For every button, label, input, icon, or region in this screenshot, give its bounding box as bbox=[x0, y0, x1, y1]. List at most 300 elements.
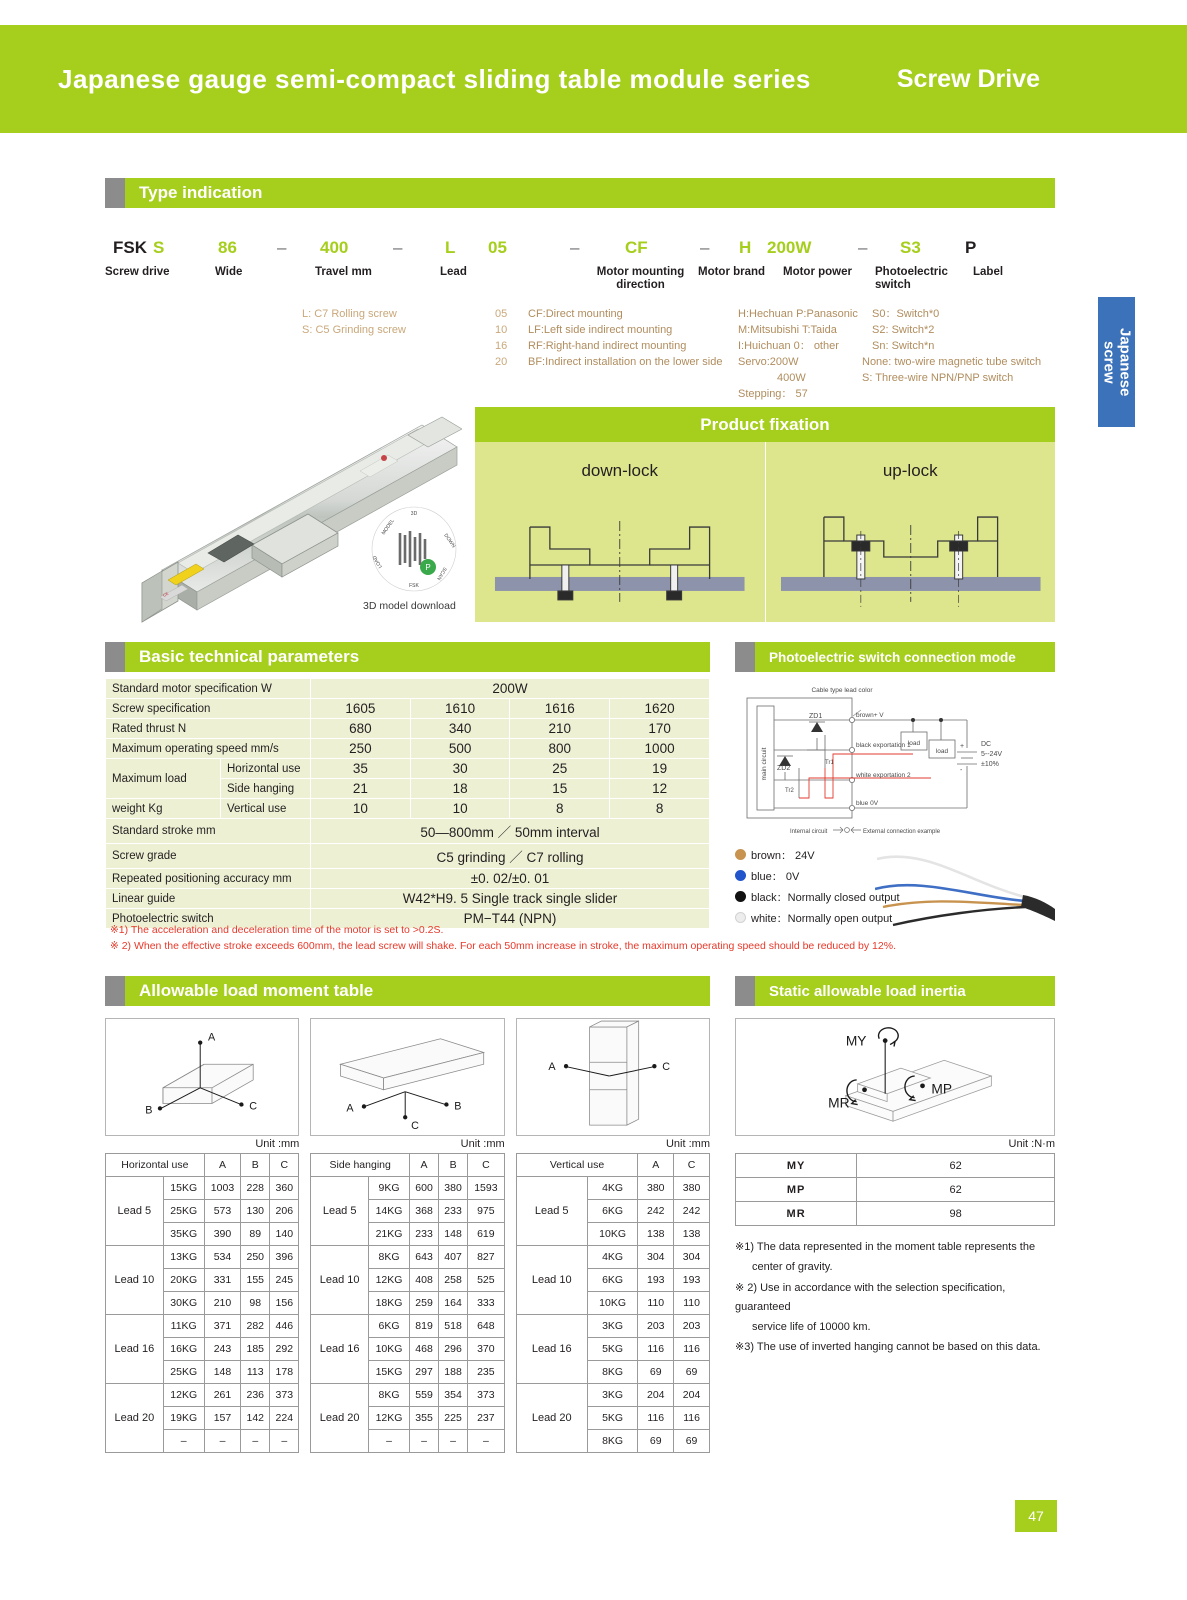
kg: 35KG bbox=[163, 1223, 204, 1246]
desc-brand-h: H:Hechuan P:Panasonic bbox=[738, 308, 858, 320]
cell: 1000 bbox=[610, 739, 710, 759]
inertia-key: MR bbox=[736, 1202, 857, 1226]
table-row bbox=[516, 1177, 709, 1200]
table-row bbox=[311, 1315, 504, 1338]
model-code-labels bbox=[105, 266, 1055, 300]
product-fixation-body bbox=[475, 442, 1055, 622]
kg: 21KG bbox=[369, 1223, 410, 1246]
table-header-row bbox=[516, 1154, 709, 1177]
code-dash-5: – bbox=[858, 238, 868, 257]
svg-text:Internal circuit: Internal circuit bbox=[790, 829, 828, 835]
table-header-row bbox=[106, 1154, 299, 1177]
val-c: 446 bbox=[270, 1315, 299, 1338]
kg: 5KG bbox=[587, 1338, 638, 1361]
col-title: Horizontal use bbox=[106, 1154, 205, 1177]
val-b: 236 bbox=[241, 1384, 270, 1407]
sub-label: Side hanging bbox=[221, 779, 311, 799]
header-tab-marker bbox=[735, 642, 755, 672]
val-c: 242 bbox=[674, 1200, 710, 1223]
val-a: 69 bbox=[638, 1361, 674, 1384]
photoelectric-circuit-diagram bbox=[735, 680, 1055, 840]
type-indication-descriptions bbox=[105, 300, 1055, 400]
val-b: 282 bbox=[241, 1315, 270, 1338]
kg: 12KG bbox=[369, 1269, 410, 1292]
val-a: 69 bbox=[638, 1430, 674, 1453]
row-span-value: W42*H9. 5 Single track single slider bbox=[311, 889, 710, 909]
kg: 16KG bbox=[163, 1338, 204, 1361]
val-c: – bbox=[468, 1430, 505, 1453]
vertical-use-table bbox=[516, 1153, 710, 1453]
val-a: 261 bbox=[204, 1384, 241, 1407]
desc-brand-m: M:Mitsubishi T:Taida bbox=[738, 324, 837, 336]
unit-label-vertical: Unit :mm bbox=[665, 1138, 710, 1150]
table-row bbox=[106, 1246, 299, 1269]
label-wide: Wide bbox=[215, 266, 243, 278]
legend-text: blue： 0V bbox=[751, 870, 800, 883]
static-load-inertia-header bbox=[735, 976, 1055, 1006]
desc-switch-sn: Sn: Switch*n bbox=[872, 340, 935, 352]
lead-group-label: Lead 20 bbox=[311, 1384, 369, 1453]
basic-parameters-section bbox=[105, 642, 710, 929]
desc-lead-value-10: 10 bbox=[495, 324, 508, 336]
lead-group-label: Lead 16 bbox=[516, 1315, 587, 1384]
desc-lead-grinding: S: C5 Grinding screw bbox=[302, 324, 406, 336]
cell: 10 bbox=[410, 799, 510, 819]
code-dash-4: – bbox=[700, 238, 710, 257]
label-motor-power: Motor power bbox=[783, 266, 852, 278]
desc-lead-value-16: 16 bbox=[495, 340, 508, 352]
table-row bbox=[106, 1384, 299, 1407]
svg-text:ZD1: ZD1 bbox=[809, 713, 823, 720]
code-token-s3: S3 bbox=[900, 238, 921, 257]
axis-label-c: C bbox=[661, 1061, 670, 1074]
header-tab-marker bbox=[735, 976, 755, 1006]
val-b: 164 bbox=[439, 1292, 468, 1315]
code-token-400: 400 bbox=[320, 238, 349, 257]
svg-text:load: load bbox=[935, 748, 949, 755]
val-c: 116 bbox=[674, 1338, 710, 1361]
val-c: 396 bbox=[270, 1246, 299, 1269]
svg-text:main circuit: main circuit bbox=[761, 747, 768, 781]
val-c: 333 bbox=[468, 1292, 505, 1315]
header-tab-marker bbox=[105, 178, 125, 208]
up-lock-title: up-lock bbox=[882, 461, 938, 480]
val-a: 468 bbox=[410, 1338, 439, 1361]
cell: 500 bbox=[410, 739, 510, 759]
kg: 6KG bbox=[369, 1315, 410, 1338]
val-c: 69 bbox=[674, 1430, 710, 1453]
max-load-label: Maximum load bbox=[106, 759, 221, 799]
kg: 25KG bbox=[163, 1361, 204, 1384]
cell: 10 bbox=[311, 799, 411, 819]
val-a: 193 bbox=[638, 1269, 674, 1292]
svg-text:Tr2: Tr2 bbox=[785, 788, 794, 794]
svg-text:External connection example: External connection example bbox=[863, 829, 941, 835]
val-c: 237 bbox=[468, 1407, 505, 1430]
code-token-200w: 200W bbox=[767, 238, 812, 257]
cell: 19 bbox=[610, 759, 710, 779]
inertia-value: 62 bbox=[857, 1178, 1055, 1202]
val-c: 69 bbox=[674, 1361, 710, 1384]
cable-photo-illustration bbox=[875, 837, 1055, 932]
row-span-value: PM−T44 (NPN) bbox=[311, 909, 710, 929]
val-c: 245 bbox=[270, 1269, 299, 1292]
val-a: 390 bbox=[204, 1223, 241, 1246]
inertia-notes bbox=[735, 1238, 1055, 1358]
kg: 8KG bbox=[369, 1246, 410, 1269]
kg: 4KG bbox=[587, 1177, 638, 1200]
kg: 15KG bbox=[163, 1177, 204, 1200]
lead-group-label: Lead 16 bbox=[106, 1315, 164, 1384]
kg: – bbox=[369, 1430, 410, 1453]
cell: 340 bbox=[410, 719, 510, 739]
val-c: 224 bbox=[270, 1407, 299, 1430]
val-b: – bbox=[439, 1430, 468, 1453]
label-lead: Lead bbox=[440, 266, 467, 278]
inertia-value: 62 bbox=[857, 1154, 1055, 1178]
fixation-up-lock bbox=[765, 442, 1056, 622]
val-b: 380 bbox=[439, 1177, 468, 1200]
val-c: 380 bbox=[674, 1177, 710, 1200]
kg: 6KG bbox=[587, 1269, 638, 1292]
desc-brand-i: I:Huichuan 0： other bbox=[738, 340, 839, 352]
lead-group-label: Lead 10 bbox=[106, 1246, 164, 1315]
kg: 8KG bbox=[587, 1430, 638, 1453]
cell: 1610 bbox=[410, 699, 510, 719]
val-c: 373 bbox=[270, 1384, 299, 1407]
val-a: 819 bbox=[410, 1315, 439, 1338]
lead-group-label: Lead 5 bbox=[106, 1177, 164, 1246]
legend-text: black：Normally closed output bbox=[751, 891, 900, 904]
kg: 10KG bbox=[587, 1292, 638, 1315]
val-b: 155 bbox=[241, 1269, 270, 1292]
down-lock-title: down-lock bbox=[581, 461, 659, 480]
inertia-label-mr: MR bbox=[828, 1095, 850, 1111]
svg-text:load: load bbox=[907, 740, 921, 747]
page-banner bbox=[0, 25, 1187, 133]
val-c: 975 bbox=[468, 1200, 505, 1223]
col-c: C bbox=[270, 1154, 299, 1177]
header-tab-marker bbox=[105, 642, 125, 672]
val-c: 193 bbox=[674, 1269, 710, 1292]
product-fixation-heading: Product fixation bbox=[475, 407, 1055, 442]
vertical-use-table-wrap bbox=[516, 1153, 710, 1453]
cell: 800 bbox=[510, 739, 610, 759]
val-c: 648 bbox=[468, 1315, 505, 1338]
type-indication-heading: Type indication bbox=[125, 178, 1055, 208]
kg: 3KG bbox=[587, 1384, 638, 1407]
cell: 1605 bbox=[311, 699, 411, 719]
val-b: – bbox=[241, 1430, 270, 1453]
type-indication-header bbox=[105, 178, 1055, 208]
qr-code-3d-model[interactable] bbox=[370, 505, 458, 593]
table-row bbox=[106, 869, 710, 889]
svg-text:P: P bbox=[425, 563, 431, 572]
axis-label-a: A bbox=[346, 1102, 354, 1115]
row-span-value: 50—800mm ／ 50mm interval bbox=[311, 819, 710, 844]
kg: 15KG bbox=[369, 1361, 410, 1384]
val-a: – bbox=[410, 1430, 439, 1453]
val-c: 138 bbox=[674, 1223, 710, 1246]
kg: 12KG bbox=[369, 1407, 410, 1430]
cell: 30 bbox=[410, 759, 510, 779]
val-a: 534 bbox=[204, 1246, 241, 1269]
fixation-down-lock bbox=[475, 442, 765, 622]
val-b: 225 bbox=[439, 1407, 468, 1430]
code-dash-2: – bbox=[393, 238, 403, 257]
table-row bbox=[106, 819, 710, 844]
col-title: Vertical use bbox=[516, 1154, 638, 1177]
val-a: 297 bbox=[410, 1361, 439, 1384]
note-1: ※1) The acceleration and deceleration time of the motor is set to >0.2S. bbox=[110, 924, 444, 936]
desc-mount-bf: BF:Indirect installation on the lower side bbox=[528, 356, 723, 368]
kg: 10KG bbox=[587, 1223, 638, 1246]
val-c: 827 bbox=[468, 1246, 505, 1269]
brown-dot-icon bbox=[735, 849, 746, 860]
val-a: 210 bbox=[204, 1292, 241, 1315]
label-photoelectric-switch: Photoelectric switch bbox=[875, 266, 948, 292]
lead-group-label: Lead 16 bbox=[311, 1315, 369, 1384]
inertia-note-2-cont: service life of 10000 km. bbox=[752, 1321, 871, 1333]
cell: 250 bbox=[311, 739, 411, 759]
desc-switch-s0: S0：Switch*0 bbox=[872, 308, 940, 320]
lead-group-label: Lead 10 bbox=[516, 1246, 587, 1315]
code-token-05: 05 bbox=[488, 238, 507, 257]
moment-tables-row bbox=[105, 1153, 710, 1453]
cell: 21 bbox=[311, 779, 411, 799]
static-load-inertia-table bbox=[735, 1153, 1055, 1226]
val-a: 242 bbox=[638, 1200, 674, 1223]
table-row bbox=[516, 1315, 709, 1338]
cell: 12 bbox=[610, 779, 710, 799]
code-token-s: S bbox=[153, 238, 165, 257]
unit-label-side: Unit :mm bbox=[460, 1138, 505, 1150]
desc-mount-lf: LF:Left side indirect mounting bbox=[528, 324, 673, 336]
col-title: Side hanging bbox=[311, 1154, 410, 1177]
table-row bbox=[106, 679, 710, 699]
row-label: Rated thrust N bbox=[106, 719, 311, 739]
val-a: 116 bbox=[638, 1407, 674, 1430]
photoelectric-switch-header bbox=[735, 642, 1055, 672]
table-row bbox=[736, 1154, 1055, 1178]
val-b: 228 bbox=[241, 1177, 270, 1200]
val-c: 304 bbox=[674, 1246, 710, 1269]
inertia-note-3: ※3) The use of inverted hanging cannot be based on this data. bbox=[735, 1341, 1041, 1354]
cell: 1616 bbox=[510, 699, 610, 719]
val-a: 203 bbox=[638, 1315, 674, 1338]
val-a: 304 bbox=[638, 1246, 674, 1269]
val-b: 113 bbox=[241, 1361, 270, 1384]
val-b: 518 bbox=[439, 1315, 468, 1338]
kg: 13KG bbox=[163, 1246, 204, 1269]
static-load-inertia-heading: Static allowable load inertia bbox=[755, 976, 1055, 1006]
axis-label-c: C bbox=[411, 1120, 420, 1133]
lead-group-label: Lead 10 bbox=[311, 1246, 369, 1315]
white-dot-icon bbox=[735, 912, 746, 923]
desc-switch-s: S: Three-wire NPN/PNP switch bbox=[862, 372, 1014, 384]
val-a: 371 bbox=[204, 1315, 241, 1338]
desc-stepping-57: Stepping： 57 bbox=[738, 388, 808, 400]
col-a: A bbox=[204, 1154, 241, 1177]
val-a: 110 bbox=[638, 1292, 674, 1315]
val-b: 250 bbox=[241, 1246, 270, 1269]
row-label: Linear guide bbox=[106, 889, 311, 909]
legend-text: brown： 24V bbox=[751, 849, 815, 862]
static-load-inertia-section bbox=[735, 976, 1055, 1359]
kg: 19KG bbox=[163, 1407, 204, 1430]
row-span-value: C5 grinding ／ C7 rolling bbox=[311, 844, 710, 869]
lead-group-label: Lead 20 bbox=[516, 1384, 587, 1453]
val-c: 292 bbox=[270, 1338, 299, 1361]
col-a: A bbox=[410, 1154, 439, 1177]
kg: 3KG bbox=[587, 1315, 638, 1338]
load-moment-header bbox=[105, 976, 710, 1006]
row-label: Repeated positioning accuracy mm bbox=[106, 869, 311, 889]
val-a: 138 bbox=[638, 1223, 674, 1246]
note-2: ※ 2) When the effective stroke exceeds 600mm, the lead screw will shake. For each 50mm increase in stroke, the maximum operating speed should be reduced by 12%. bbox=[110, 940, 896, 953]
svg-text:FSK: FSK bbox=[409, 583, 419, 589]
legend-text: white：Normally open output bbox=[751, 912, 893, 925]
axis-label-b: B bbox=[454, 1100, 462, 1113]
table-row bbox=[106, 719, 710, 739]
code-token-86: 86 bbox=[218, 238, 237, 257]
label-motor-brand: Motor brand bbox=[698, 266, 766, 278]
desc-servo-200w: Servo:200W bbox=[738, 356, 799, 368]
kg: 12KG bbox=[163, 1384, 204, 1407]
product-fixation-section bbox=[475, 407, 1055, 622]
kg: 10KG bbox=[369, 1338, 410, 1361]
col-c: C bbox=[674, 1154, 710, 1177]
basic-parameters-heading: Basic technical parameters bbox=[125, 642, 710, 672]
code-token-p: P bbox=[965, 238, 977, 257]
table-row bbox=[106, 699, 710, 719]
desc-servo-400w: 400W bbox=[777, 372, 806, 384]
row-span-value: ±0. 02/±0. 01 bbox=[311, 869, 710, 889]
svg-text:black exportation 1: black exportation 1 bbox=[856, 742, 911, 749]
val-c: 156 bbox=[270, 1292, 299, 1315]
val-a: 116 bbox=[638, 1338, 674, 1361]
val-b: 296 bbox=[439, 1338, 468, 1361]
cell: 680 bbox=[311, 719, 411, 739]
val-b: 185 bbox=[241, 1338, 270, 1361]
vertical-axes-diagram bbox=[516, 1018, 710, 1136]
table-row bbox=[106, 739, 710, 759]
cell: 35 bbox=[311, 759, 411, 779]
inertia-label-mp: MP bbox=[931, 1081, 952, 1097]
inertia-axes-diagram bbox=[735, 1018, 1055, 1136]
code-token-fsk: FSK bbox=[113, 238, 147, 257]
cell: 1620 bbox=[610, 699, 710, 719]
val-a: 355 bbox=[410, 1407, 439, 1430]
inertia-note-1-cont: center of gravity. bbox=[752, 1261, 833, 1274]
desc-switch-none: None: two-wire magnetic tube switch bbox=[862, 356, 1042, 368]
axis-label-a: A bbox=[208, 1031, 216, 1044]
kg: 18KG bbox=[369, 1292, 410, 1315]
inertia-note-2: ※ 2) Use in accordance with the selection specification, guaranteed bbox=[735, 1281, 1006, 1313]
val-c: 140 bbox=[270, 1223, 299, 1246]
svg-text:CE: CE bbox=[162, 590, 170, 598]
model-code-row bbox=[105, 238, 1055, 266]
svg-text:DC: DC bbox=[981, 741, 992, 748]
table-row bbox=[516, 1384, 709, 1407]
side-tab-japanese-screw bbox=[1098, 297, 1135, 427]
table-row bbox=[736, 1202, 1055, 1226]
code-dash-1: – bbox=[277, 238, 287, 257]
kg: 8KG bbox=[369, 1384, 410, 1407]
svg-text:SCAN: SCAN bbox=[435, 566, 448, 582]
table-header-row bbox=[311, 1154, 504, 1177]
code-token-h: H bbox=[739, 238, 752, 257]
val-c: 370 bbox=[468, 1338, 505, 1361]
table-row bbox=[311, 1177, 504, 1200]
val-c: 178 bbox=[270, 1361, 299, 1384]
label-label: Label bbox=[973, 266, 1004, 278]
kg: – bbox=[163, 1430, 204, 1453]
val-c: 116 bbox=[674, 1407, 710, 1430]
val-a: 573 bbox=[204, 1200, 241, 1223]
svg-text:5--24V: 5--24V bbox=[981, 751, 1003, 758]
val-a: – bbox=[204, 1430, 241, 1453]
val-c: 235 bbox=[468, 1361, 505, 1384]
inertia-unit-label: Unit :N·m bbox=[1008, 1138, 1055, 1150]
cell: 15 bbox=[510, 779, 610, 799]
axis-label-b: B bbox=[145, 1104, 153, 1117]
axis-label-a: A bbox=[548, 1061, 556, 1074]
side-hanging-table-wrap bbox=[310, 1153, 504, 1453]
val-b: 407 bbox=[439, 1246, 468, 1269]
val-a: 331 bbox=[204, 1269, 241, 1292]
val-c: 373 bbox=[468, 1384, 505, 1407]
weight-label: weight Kg bbox=[106, 799, 221, 819]
cell: 18 bbox=[410, 779, 510, 799]
row-label: Photoelectric switch bbox=[106, 909, 311, 929]
code-token-cf: CF bbox=[625, 238, 648, 257]
inertia-value: 98 bbox=[857, 1202, 1055, 1226]
banner-title: Japanese gauge semi-compact sliding table module series bbox=[58, 63, 811, 94]
svg-text:±10%: ±10% bbox=[981, 761, 999, 768]
inertia-key: MP bbox=[736, 1178, 857, 1202]
col-b: B bbox=[241, 1154, 270, 1177]
kg: 25KG bbox=[163, 1200, 204, 1223]
val-a: 148 bbox=[204, 1361, 241, 1384]
label-motor-mounting-direction: Motor mounting direction bbox=[596, 266, 685, 292]
val-a: 259 bbox=[410, 1292, 439, 1315]
cable-type-lead-color-text: Cable type lead color bbox=[811, 687, 873, 694]
photoelectric-switch-heading: Photoelectric switch connection mode bbox=[755, 642, 1055, 672]
moment-diagrams-row bbox=[105, 1018, 710, 1136]
unit-label-horizontal: Unit :mm bbox=[255, 1138, 300, 1150]
kg: 4KG bbox=[587, 1246, 638, 1269]
kg: 14KG bbox=[369, 1200, 410, 1223]
svg-text:LOAD: LOAD bbox=[371, 554, 384, 569]
lead-group-label: Lead 5 bbox=[516, 1177, 587, 1246]
header-tab-marker bbox=[105, 976, 125, 1006]
svg-text:ZD2: ZD2 bbox=[777, 765, 791, 772]
cell: 25 bbox=[510, 759, 610, 779]
down-lock-diagram bbox=[475, 497, 765, 617]
model-download-caption: 3D model download bbox=[363, 600, 456, 612]
svg-text:DOWN: DOWN bbox=[442, 532, 457, 550]
table-row bbox=[106, 1177, 299, 1200]
code-dash-3: – bbox=[570, 238, 580, 257]
svg-text:MODEL: MODEL bbox=[380, 518, 396, 537]
row-label: Maximum operating speed mm/s bbox=[106, 739, 311, 759]
val-a: 204 bbox=[638, 1384, 674, 1407]
row-label: Screw specification bbox=[106, 699, 311, 719]
type-indication-section bbox=[105, 178, 1055, 400]
lead-group-label: Lead 5 bbox=[311, 1177, 369, 1246]
table-row bbox=[106, 889, 710, 909]
